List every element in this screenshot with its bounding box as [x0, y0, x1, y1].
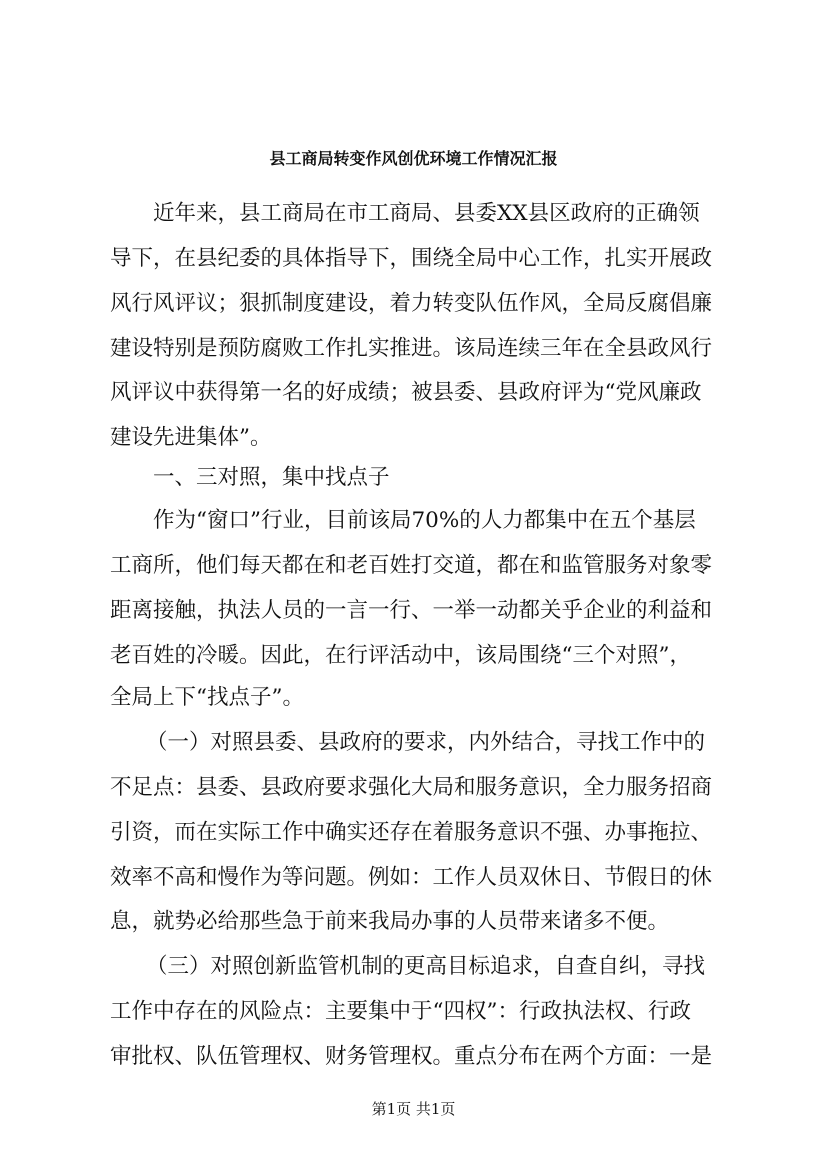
body-line: 作为“窗口”行业，目前该局70%的人力都集中在五个基层: [153, 508, 696, 533]
body-line: 风行风评议；狠抓制度建设，着力转变队伍作风，全局反腐倡廉: [110, 291, 713, 316]
body-line: 近年来，县工商局在市工商局、县委XX县区政府的正确领: [153, 201, 700, 226]
body-line: 工商所，他们每天都在和老百姓打交道，都在和监管服务对象零: [110, 553, 713, 578]
body-line: （三）对照创新监管机制的更高目标追求，自查自纠，寻找: [146, 954, 706, 979]
body-line: 工作中存在的风险点：主要集中于“四权”：行政执法权、行政: [110, 999, 691, 1024]
document-title: 县工商局转变作风创优环境工作情况汇报: [269, 149, 558, 168]
body-line: 建设特别是预防腐败工作扎实推进。该局连续三年在全县政风行: [110, 336, 713, 361]
page-number: 第1页 共1页: [371, 1100, 456, 1118]
body-line: 导下，在县纪委的具体指导下，围绕全局中心工作，扎实开展政: [110, 246, 713, 271]
body-line: 老百姓的冷暖。因此，在行评活动中，该局围绕“三个对照”，: [110, 643, 691, 668]
body-line: 效率不高和慢作为等问题。例如：工作人员双休日、节假日的休: [110, 865, 713, 890]
body-line: 引资，而在实际工作中确实还存在着服务意识不强、办事拖拉、: [110, 820, 713, 845]
body-line: 风评议中获得第一名的好成绩；被县委、县政府评为“党风廉政: [110, 380, 702, 405]
body-line: 建设先进集体”。: [110, 425, 272, 450]
body-line: 息，就势必给那些急于前来我局办事的人员带来诸多不便。: [110, 909, 670, 934]
body-line: 距离接触，执法人员的一言一行、一举一动都关乎企业的利益和: [110, 598, 713, 623]
body-line: 不足点：县委、县政府要求强化大局和服务意识，全力服务招商: [110, 775, 713, 800]
body-line: 审批权、队伍管理权、财务管理权。重点分布在两个方面：一是: [110, 1044, 713, 1069]
body-line: （一）对照县委、县政府的要求，内外结合，寻找工作中的: [146, 730, 706, 755]
body-line: 全局上下“找点子”。: [110, 685, 304, 710]
section-heading: 一、三对照，集中找点子: [153, 465, 390, 490]
